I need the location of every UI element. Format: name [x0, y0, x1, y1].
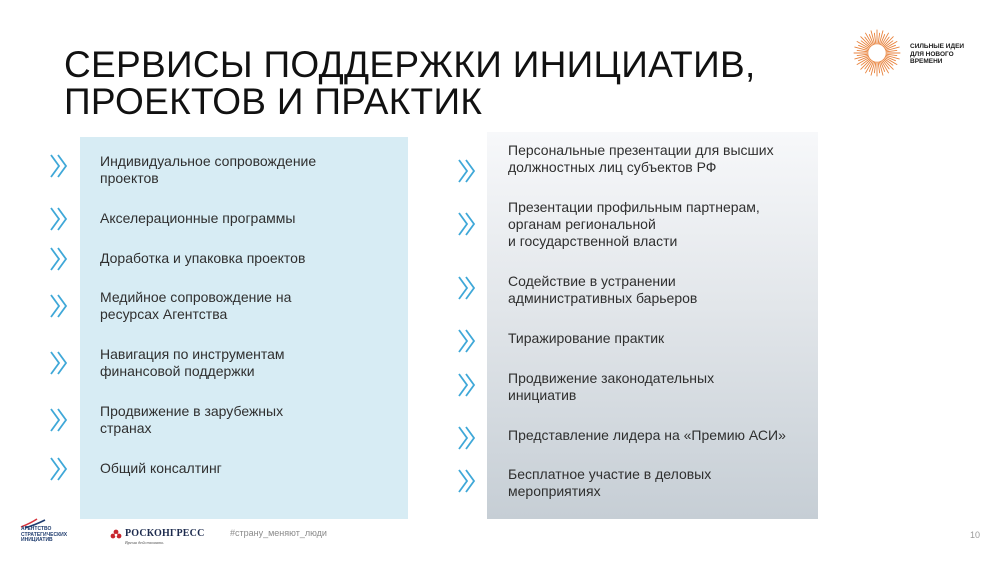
list-item-label: Представление лидера на «Премию АСИ»: [508, 427, 786, 443]
list-item-label: Акселерационные программы: [100, 210, 296, 226]
double-chevron-right-icon: [456, 273, 478, 303]
title-line-2: ПРОЕКТОВ И ПРАКТИК: [64, 81, 483, 122]
list-item-label: Презентации профильным партнерам, органам региональной и государственной власти: [508, 199, 760, 249]
list-item-label: Тиражирование практик: [508, 330, 665, 346]
double-chevron-right-icon: [48, 456, 70, 482]
brand-line-2: ДЛЯ НОВОГО: [910, 50, 954, 58]
sunburst-icon: [852, 28, 902, 78]
list-item-label: Индивидуальное сопровождение проектов: [100, 153, 317, 186]
brand-line-1: СИЛЬНЫЕ ИДЕИ: [910, 43, 965, 50]
right-panel: [487, 132, 818, 519]
hashtag: #страну_меняют_люди: [230, 528, 327, 538]
double-chevron-right-icon: [48, 407, 70, 433]
page-number: 10: [969, 530, 980, 540]
double-chevron-right-icon: [48, 293, 70, 319]
double-chevron-right-icon: [456, 370, 478, 400]
brand-logo: [852, 28, 992, 78]
list-item-label: Содействие в устранении административных барьеров: [508, 273, 698, 306]
double-chevron-right-icon: [48, 153, 70, 179]
page-title: [64, 46, 756, 120]
brand-line-3: ВРЕМЕНИ: [910, 58, 943, 65]
brand-slogan: [910, 43, 990, 66]
double-chevron-right-icon: [48, 350, 70, 376]
double-chevron-right-icon: [456, 326, 478, 356]
asi-logo-text: АГЕНТСТВО СТРАТЕГИЧЕСКИХ ИНИЦИАТИВ: [21, 526, 68, 543]
list-item-label: Медийное сопровождение на ресурсах Агентства: [100, 289, 292, 322]
list-item-label: Доработка и упаковка проектов: [100, 250, 306, 266]
asi-logo: [17, 517, 97, 547]
title-line-1: СЕРВИСЫ ПОДДЕРЖКИ ИНИЦИАТИВ,: [64, 44, 756, 85]
double-chevron-right-icon: [456, 209, 478, 239]
list-item-label: Бесплатное участие в деловых мероприятиях: [508, 466, 712, 499]
double-chevron-right-icon: [48, 246, 70, 272]
list-item-label: Продвижение в зарубежных странах: [100, 403, 284, 436]
double-chevron-right-icon: [456, 156, 478, 186]
list-item-label: Навигация по инструментам финансовой поддержки: [100, 346, 285, 379]
list-item-label: Продвижение законодательных инициатив: [508, 370, 715, 403]
roscongress-flower-icon: [110, 529, 122, 541]
list-item-label: Общий консалтинг: [100, 460, 222, 476]
roscongress-tagline: Время действовать: [125, 540, 164, 545]
double-chevron-right-icon: [48, 206, 70, 232]
roscongress-name: РОСКОНГРЕСС: [125, 528, 205, 539]
list-item-label: Персональные презентации для высших должностных лиц субъектов РФ: [508, 142, 774, 175]
double-chevron-right-icon: [456, 423, 478, 453]
roscongress-logo: [110, 527, 210, 549]
double-chevron-right-icon: [456, 466, 478, 496]
